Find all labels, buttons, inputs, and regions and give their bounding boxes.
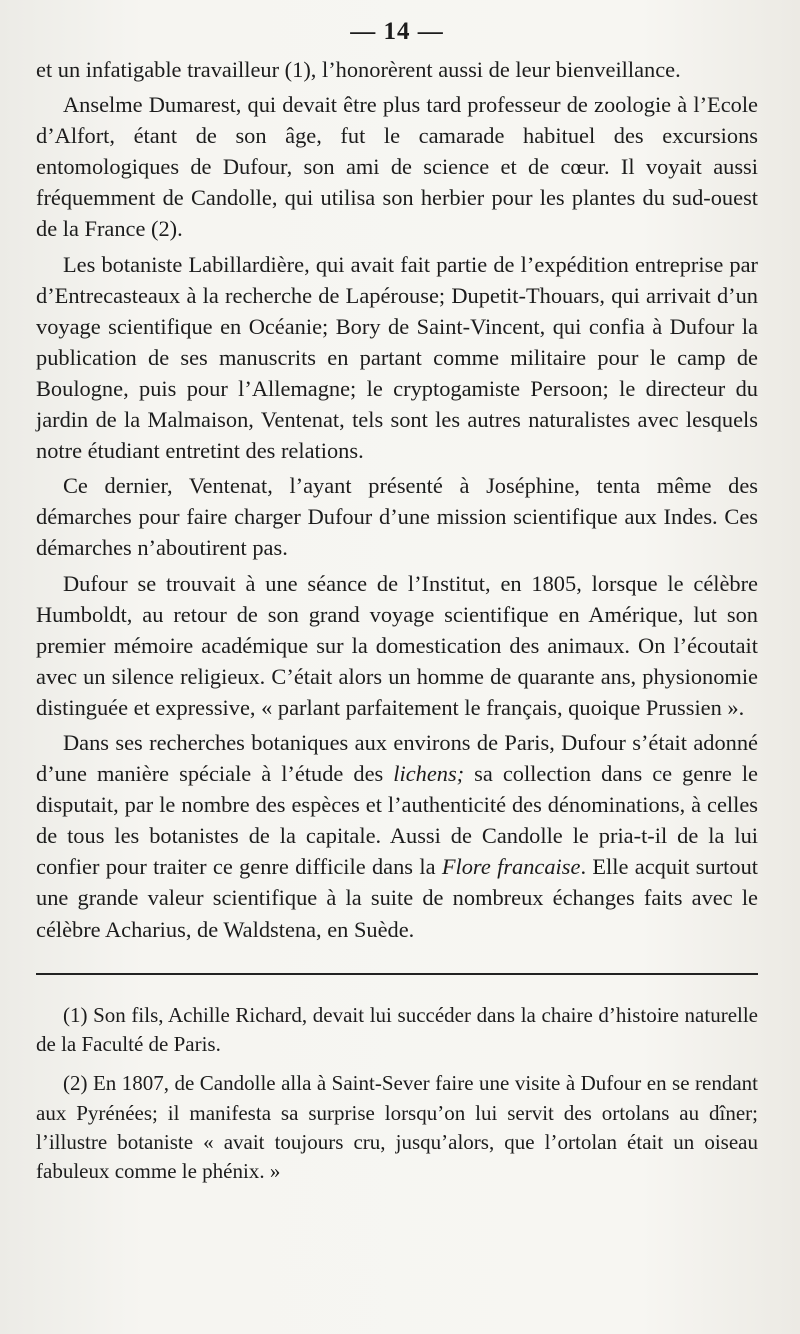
footnote-1: (1) Son fils, Achille Richard, devait lui succéder dans la chaire d’histoire naturelle de la Faculté de Paris. — [36, 1002, 758, 1056]
paragraph-3 — [36, 249, 758, 467]
paragraph-6-text-b: sa collection dans ce genre le disputait, par le nombre des espèces et l’authenticité des dénominations, à celles de tous les botanistes de la capitale. Aussi de Candolle le pria-t-il de la lui confier pour traiter ce genre difficile dans la — [36, 761, 758, 880]
paragraph-6-text-a: Dans ses recherches botaniques aux environs de Paris, Dufour s’était adonné d’une manière spéciale à l’étude des — [36, 729, 758, 787]
paragraph-6-text-c: . Elle acquit surtout une grande valeur scientifique à la suite de nombreux échanges faits avec le célèbre Acharius, de Waldstena, en Suède. — [36, 854, 759, 942]
paragraph-4 — [36, 470, 758, 563]
body-text — [36, 54, 758, 945]
paragraph-1-text: et un infatigable travailleur (1), l’honorèrent aussi de leur bienveillance. — [36, 57, 681, 82]
paragraph-1 — [36, 54, 758, 85]
paragraph-4-text: Ce dernier, Ventenat, l’ayant présenté à Joséphine, tenta même des démarches pour faire charger Dufour d’une mission scientifique aux Indes. Ces démarches n’aboutirent pas. — [36, 473, 758, 561]
paragraph-3-text: Les botaniste Labillardière, qui avait fait partie de l’expédition entreprise par d’Entrecasteaux à la recherche de Lapérouse; Dupetit-Thouars, qui arrivait d’un voyage scientifique en Océanie; Bory de Saint-Vincent, qui confia à Dufour la publication de ses manuscrits en partant comme militaire pour le camp de Boulogne, puis pour l’Allemagne; le cryptogamiste Persoon; le directeur du jardin de la Malmaison, Ventenat, tels sont les autres naturalistes avec lesquels notre étudiant entretint des relations. — [36, 251, 758, 464]
paragraph-6 — [36, 727, 758, 945]
footnote-divider — [36, 973, 758, 975]
italic-lichens: lichens; — [393, 761, 465, 787]
italic-flore-francaise: Flore francaise — [441, 854, 581, 880]
paragraph-2 — [36, 89, 758, 244]
paragraph-5-text: Dufour se trouvait à une séance de l’Institut, en 1805, lorsque le célèbre Humboldt, au retour de son grand voyage scientifique en Amérique, lut son premier mémoire académique sur la domestication des animaux. On l’écoutait avec un silence religieux. C’était alors un homme de quarante ans, physionomie distinguée et expressive, « parlant parfaitement le français, quoique Prussien ». — [36, 570, 758, 720]
paragraph-2-text: Anselme Dumarest, qui devait être plus tard professeur de zoologie à l’Ecole d’Alfort, étant de son âge, fut le camarade habituel des excursions entomologiques de Dufour, son ami de science et de cœur. Il voyait aussi fréquemment de Candolle, qui utilisa son herbier pour les plantes du sud-ouest de la France (2). — [36, 92, 758, 242]
page-number: — 14 — — [350, 18, 444, 45]
paragraph-5 — [36, 568, 758, 723]
footnotes — [36, 1001, 758, 1187]
footnote-2: (2) En 1807, de Candolle alla à Saint-Sever faire une visite à Dufour en se rendant aux Pyrénées; il manifesta sa surprise lorsqu’on lui servit des ortolans au dîner; l’illustre botaniste « avait toujours cru, jusqu’alors, que l’ortolan était un oiseau fabuleux comme le phénix. » — [36, 1071, 758, 1184]
